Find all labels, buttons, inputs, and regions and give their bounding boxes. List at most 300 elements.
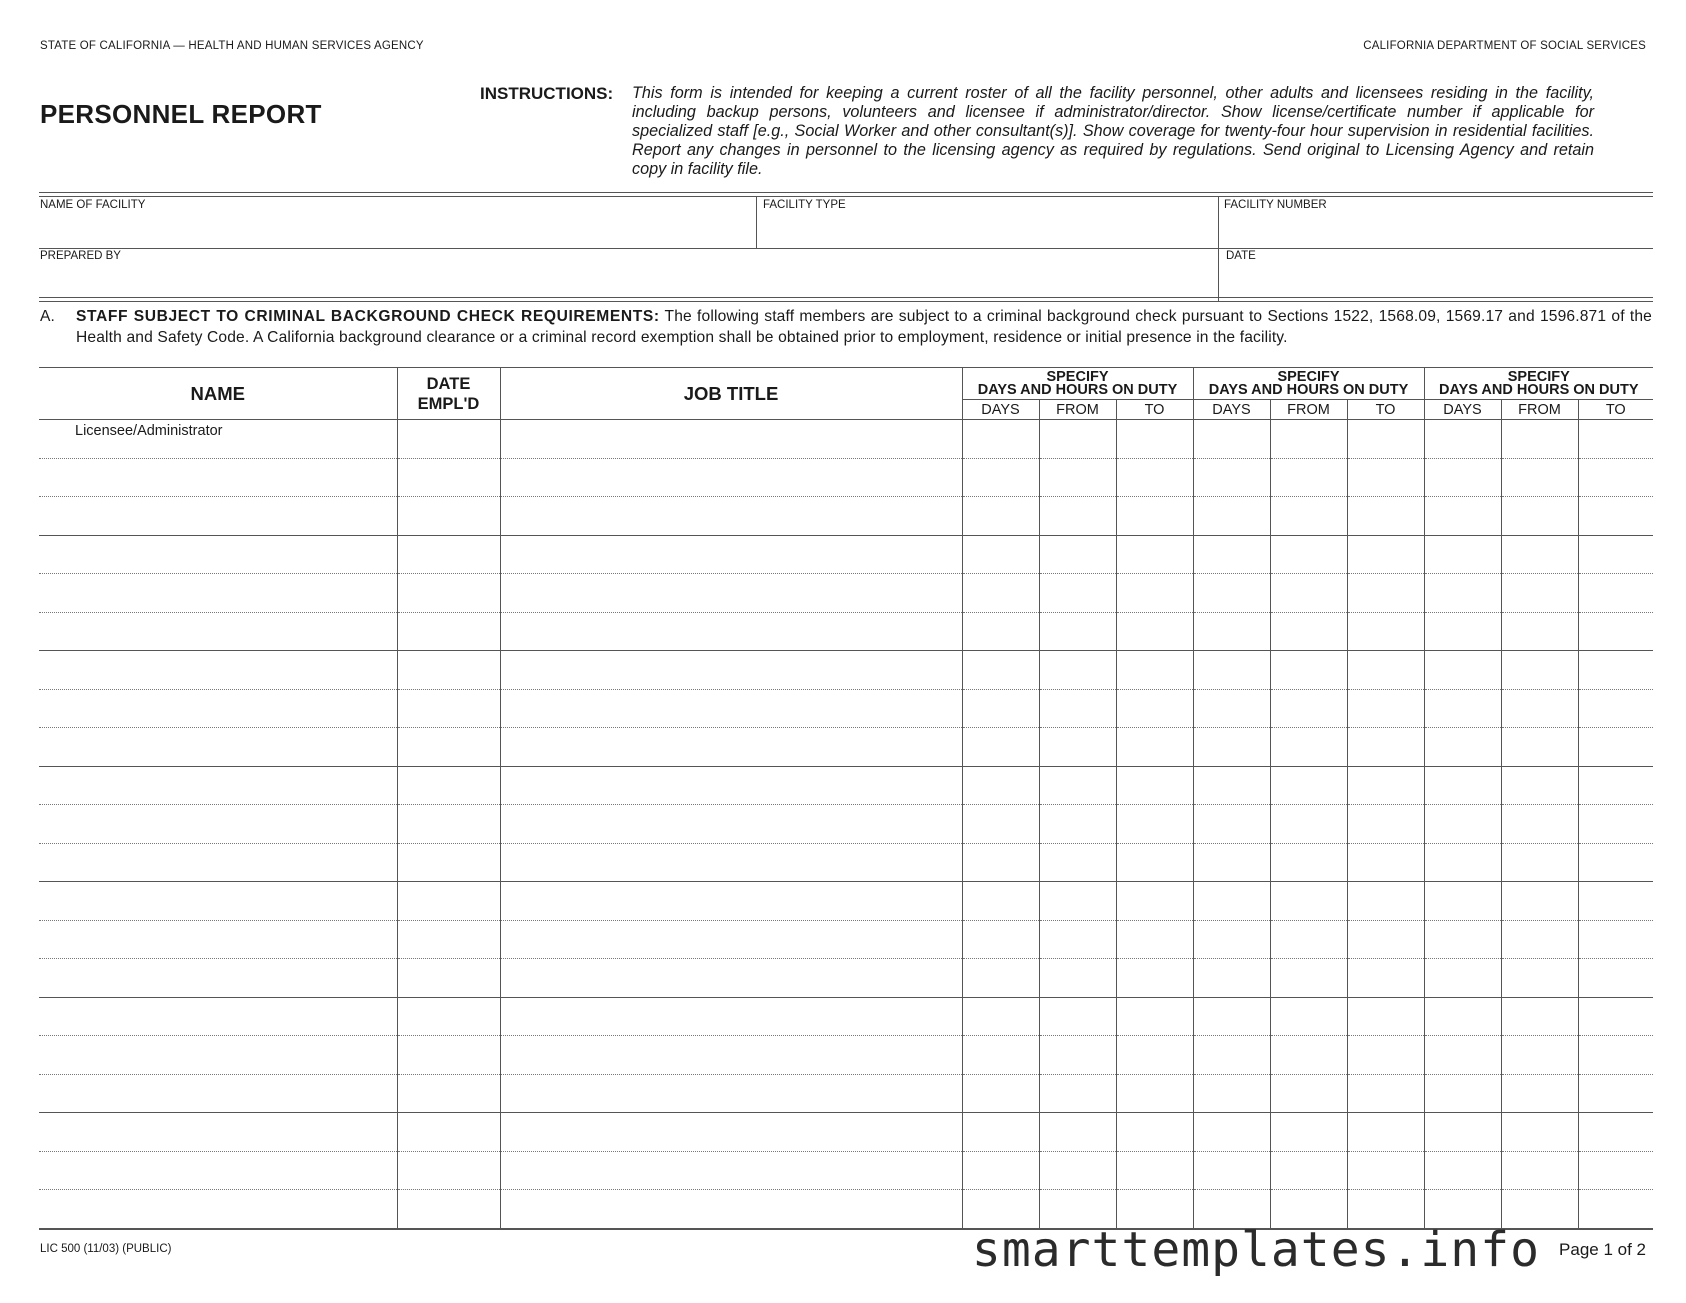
job-title-cell[interactable] bbox=[500, 612, 962, 651]
from-cell[interactable] bbox=[1039, 689, 1116, 728]
name-cell[interactable] bbox=[39, 882, 397, 921]
to-cell[interactable] bbox=[1347, 574, 1424, 613]
date-employed-cell[interactable] bbox=[397, 1074, 500, 1113]
days-cell[interactable] bbox=[962, 458, 1039, 497]
days-cell[interactable] bbox=[1424, 497, 1501, 536]
days-cell[interactable] bbox=[962, 420, 1039, 459]
job-title-cell[interactable] bbox=[500, 805, 962, 844]
days-cell[interactable] bbox=[1193, 689, 1270, 728]
instructions-label: INSTRUCTIONS: bbox=[480, 84, 614, 103]
days-cell[interactable] bbox=[1424, 689, 1501, 728]
to-cell[interactable] bbox=[1578, 420, 1653, 459]
days-cell[interactable] bbox=[962, 997, 1039, 1036]
instructions-text: This form is intended for keeping a current roster of all the facility personnel, other adults and licensees residing in the facility, including backup persons, volunteers and licensee if administrator/director. Show license/certificate number if applicable for specialized staff [e.g., Social Worker and other consultant(s)]. Show coverage for twenty-four hour supervision in residential facilities. Report any changes in personnel to the licensing agency as required by regulations. Send original to Licensing Agency and retain copy in facility file. bbox=[632, 84, 1594, 178]
date-employed-cell[interactable] bbox=[397, 959, 500, 998]
to-cell[interactable] bbox=[1578, 1113, 1653, 1152]
table-row bbox=[39, 805, 1653, 844]
name-cell[interactable] bbox=[39, 959, 397, 998]
date-employed-cell[interactable] bbox=[397, 805, 500, 844]
name-cell[interactable] bbox=[39, 1113, 397, 1152]
table-row bbox=[39, 1074, 1653, 1113]
subheader-from: FROM bbox=[1270, 400, 1347, 420]
from-cell[interactable] bbox=[1039, 612, 1116, 651]
from-cell[interactable] bbox=[1039, 766, 1116, 805]
table-row bbox=[39, 843, 1653, 882]
to-cell[interactable] bbox=[1578, 497, 1653, 536]
agency-header: STATE OF CALIFORNIA — HEALTH AND HUMAN SERVICES AGENCY bbox=[40, 40, 424, 52]
to-cell[interactable] bbox=[1116, 882, 1193, 921]
column-header-date-employed: DATE EMPL'D bbox=[397, 368, 500, 420]
from-cell[interactable] bbox=[1039, 1036, 1116, 1075]
subheader-to: TO bbox=[1116, 400, 1193, 420]
days-cell[interactable] bbox=[1193, 843, 1270, 882]
to-cell[interactable] bbox=[1578, 766, 1653, 805]
to-cell[interactable] bbox=[1347, 689, 1424, 728]
table-row bbox=[39, 959, 1653, 998]
name-cell[interactable] bbox=[39, 728, 397, 767]
to-cell[interactable] bbox=[1578, 535, 1653, 574]
from-cell[interactable] bbox=[1501, 612, 1578, 651]
to-cell[interactable] bbox=[1578, 574, 1653, 613]
table-row bbox=[39, 420, 1653, 459]
from-cell[interactable] bbox=[1270, 959, 1347, 998]
from-cell[interactable] bbox=[1039, 535, 1116, 574]
to-cell[interactable] bbox=[1116, 728, 1193, 767]
name-cell[interactable] bbox=[39, 574, 397, 613]
from-cell[interactable] bbox=[1270, 1151, 1347, 1190]
from-cell[interactable] bbox=[1270, 651, 1347, 690]
top-rule bbox=[39, 192, 1653, 193]
to-cell[interactable] bbox=[1347, 612, 1424, 651]
from-cell[interactable] bbox=[1501, 420, 1578, 459]
from-cell[interactable] bbox=[1501, 766, 1578, 805]
to-cell[interactable] bbox=[1347, 458, 1424, 497]
from-cell[interactable] bbox=[1501, 920, 1578, 959]
job-title-cell[interactable] bbox=[500, 997, 962, 1036]
to-cell[interactable] bbox=[1347, 766, 1424, 805]
days-cell[interactable] bbox=[962, 728, 1039, 767]
days-cell[interactable] bbox=[1193, 612, 1270, 651]
date-employed-cell[interactable] bbox=[397, 574, 500, 613]
divider-type bbox=[756, 196, 757, 248]
date-employed-cell[interactable] bbox=[397, 1113, 500, 1152]
to-cell[interactable] bbox=[1578, 997, 1653, 1036]
from-cell[interactable] bbox=[1270, 882, 1347, 921]
days-cell[interactable] bbox=[1193, 1074, 1270, 1113]
date-employed-cell[interactable] bbox=[397, 920, 500, 959]
name-cell[interactable] bbox=[39, 1190, 397, 1229]
personnel-table-body bbox=[39, 420, 1653, 1229]
from-cell[interactable] bbox=[1270, 535, 1347, 574]
from-cell[interactable] bbox=[1039, 1074, 1116, 1113]
job-title-cell[interactable] bbox=[500, 535, 962, 574]
from-cell[interactable] bbox=[1270, 997, 1347, 1036]
to-cell[interactable] bbox=[1116, 689, 1193, 728]
days-cell[interactable] bbox=[962, 535, 1039, 574]
days-cell[interactable] bbox=[1424, 843, 1501, 882]
from-cell[interactable] bbox=[1501, 535, 1578, 574]
days-cell[interactable] bbox=[1193, 766, 1270, 805]
to-cell[interactable] bbox=[1116, 497, 1193, 536]
from-cell[interactable] bbox=[1501, 728, 1578, 767]
to-cell[interactable] bbox=[1116, 458, 1193, 497]
job-title-cell[interactable] bbox=[500, 1151, 962, 1190]
divider-number bbox=[1218, 196, 1219, 301]
to-cell[interactable] bbox=[1578, 1151, 1653, 1190]
days-cell[interactable] bbox=[962, 920, 1039, 959]
date-employed-cell[interactable] bbox=[397, 882, 500, 921]
to-cell[interactable] bbox=[1347, 1151, 1424, 1190]
days-cell[interactable] bbox=[962, 612, 1039, 651]
to-cell[interactable] bbox=[1116, 920, 1193, 959]
days-cell[interactable] bbox=[962, 497, 1039, 536]
name-cell[interactable] bbox=[39, 1151, 397, 1190]
section-a-text: The following staff members are subject to a criminal background check pursuant to Sections 1522, 1568.09, 1569.17 and 1596.871 of the Health and Safety Code. A California background clearance or a criminal record exemption shall be obtained prior to employment, residence or initial presence in the facility. bbox=[76, 308, 1652, 346]
from-cell[interactable] bbox=[1501, 458, 1578, 497]
from-cell[interactable] bbox=[1501, 651, 1578, 690]
to-cell[interactable] bbox=[1578, 689, 1653, 728]
date-employed-cell[interactable] bbox=[397, 843, 500, 882]
to-cell[interactable] bbox=[1578, 805, 1653, 844]
to-cell[interactable] bbox=[1578, 612, 1653, 651]
from-cell[interactable] bbox=[1270, 766, 1347, 805]
name-cell[interactable] bbox=[39, 920, 397, 959]
to-cell[interactable] bbox=[1578, 882, 1653, 921]
date-employed-cell[interactable] bbox=[397, 1190, 500, 1229]
days-cell[interactable] bbox=[1193, 458, 1270, 497]
from-cell[interactable] bbox=[1039, 728, 1116, 767]
days-cell[interactable] bbox=[1193, 882, 1270, 921]
days-cell[interactable] bbox=[1424, 420, 1501, 459]
days-cell[interactable] bbox=[962, 1074, 1039, 1113]
form-id: LIC 500 (11/03) (PUBLIC) bbox=[40, 1243, 172, 1255]
from-cell[interactable] bbox=[1501, 997, 1578, 1036]
column-header-job-title: JOB TITLE bbox=[500, 368, 962, 420]
days-cell[interactable] bbox=[962, 689, 1039, 728]
to-cell[interactable] bbox=[1116, 997, 1193, 1036]
date-employed-cell[interactable] bbox=[397, 651, 500, 690]
to-cell[interactable] bbox=[1347, 920, 1424, 959]
to-cell[interactable] bbox=[1116, 1036, 1193, 1075]
subheader-days: DAYS bbox=[1193, 400, 1270, 420]
from-cell[interactable] bbox=[1501, 1036, 1578, 1075]
from-cell[interactable] bbox=[1501, 1151, 1578, 1190]
job-title-cell[interactable] bbox=[500, 689, 962, 728]
facility-type-label: FACILITY TYPE bbox=[763, 199, 846, 211]
to-cell[interactable] bbox=[1116, 574, 1193, 613]
from-cell[interactable] bbox=[1501, 574, 1578, 613]
table-row bbox=[39, 920, 1653, 959]
days-cell[interactable] bbox=[1424, 997, 1501, 1036]
to-cell[interactable] bbox=[1347, 882, 1424, 921]
date-employed-cell[interactable] bbox=[397, 728, 500, 767]
table-row bbox=[39, 1113, 1653, 1152]
from-cell[interactable] bbox=[1039, 420, 1116, 459]
date-employed-cell[interactable] bbox=[397, 458, 500, 497]
to-cell[interactable] bbox=[1116, 766, 1193, 805]
days-cell[interactable] bbox=[1424, 574, 1501, 613]
from-cell[interactable] bbox=[1270, 689, 1347, 728]
job-title-cell[interactable] bbox=[500, 1036, 962, 1075]
mid-rule bbox=[39, 248, 1653, 249]
to-cell[interactable] bbox=[1116, 959, 1193, 998]
name-cell[interactable] bbox=[39, 689, 397, 728]
days-cell[interactable] bbox=[962, 959, 1039, 998]
from-cell[interactable] bbox=[1039, 843, 1116, 882]
date-employed-cell[interactable] bbox=[397, 612, 500, 651]
days-cell[interactable] bbox=[1424, 1151, 1501, 1190]
duty-group-header-1: SPECIFY DAYS AND HOURS ON DUTY bbox=[962, 368, 1193, 400]
days-cell[interactable] bbox=[1424, 535, 1501, 574]
to-cell[interactable] bbox=[1116, 535, 1193, 574]
name-cell[interactable] bbox=[39, 843, 397, 882]
days-cell[interactable] bbox=[1424, 651, 1501, 690]
from-cell[interactable] bbox=[1270, 420, 1347, 459]
from-cell[interactable] bbox=[1501, 805, 1578, 844]
to-cell[interactable] bbox=[1347, 843, 1424, 882]
days-cell[interactable] bbox=[962, 766, 1039, 805]
bottom-rule-double bbox=[39, 301, 1653, 302]
section-a-letter: A. bbox=[40, 308, 56, 325]
section-a-heading: STAFF SUBJECT TO CRIMINAL BACKGROUND CHECK REQUIREMENTS: bbox=[76, 308, 660, 325]
to-cell[interactable] bbox=[1347, 805, 1424, 844]
name-cell[interactable] bbox=[39, 497, 397, 536]
to-cell[interactable] bbox=[1578, 843, 1653, 882]
prepared-by-label: PREPARED BY bbox=[40, 250, 121, 262]
subheader-from: FROM bbox=[1501, 400, 1578, 420]
days-cell[interactable] bbox=[962, 843, 1039, 882]
table-row bbox=[39, 1036, 1653, 1075]
table-row bbox=[39, 728, 1653, 767]
name-of-facility-label: NAME OF FACILITY bbox=[40, 199, 146, 211]
from-cell[interactable] bbox=[1501, 1113, 1578, 1152]
table-row bbox=[39, 497, 1653, 536]
date-employed-cell[interactable] bbox=[397, 420, 500, 459]
from-cell[interactable] bbox=[1270, 497, 1347, 536]
to-cell[interactable] bbox=[1578, 458, 1653, 497]
to-cell[interactable] bbox=[1578, 1074, 1653, 1113]
from-cell[interactable] bbox=[1270, 1113, 1347, 1152]
to-cell[interactable] bbox=[1116, 612, 1193, 651]
to-cell[interactable] bbox=[1116, 420, 1193, 459]
from-cell[interactable] bbox=[1039, 458, 1116, 497]
days-cell[interactable] bbox=[1193, 535, 1270, 574]
job-title-cell[interactable] bbox=[500, 1190, 962, 1229]
name-cell[interactable] bbox=[39, 535, 397, 574]
to-cell[interactable] bbox=[1347, 1036, 1424, 1075]
date-employed-cell[interactable] bbox=[397, 689, 500, 728]
to-cell[interactable] bbox=[1347, 651, 1424, 690]
from-cell[interactable] bbox=[1270, 920, 1347, 959]
from-cell[interactable] bbox=[1270, 843, 1347, 882]
days-cell[interactable] bbox=[1193, 959, 1270, 998]
subheader-to: TO bbox=[1578, 400, 1653, 420]
department-header: CALIFORNIA DEPARTMENT OF SOCIAL SERVICES bbox=[1363, 40, 1646, 52]
to-cell[interactable] bbox=[1578, 651, 1653, 690]
name-cell[interactable] bbox=[39, 651, 397, 690]
days-cell[interactable] bbox=[1424, 805, 1501, 844]
from-cell[interactable] bbox=[1039, 920, 1116, 959]
days-cell[interactable] bbox=[1424, 1113, 1501, 1152]
to-cell[interactable] bbox=[1347, 728, 1424, 767]
name-cell[interactable] bbox=[39, 997, 397, 1036]
subheader-days: DAYS bbox=[1424, 400, 1501, 420]
table-row bbox=[39, 458, 1653, 497]
table-row bbox=[39, 1151, 1653, 1190]
table-row bbox=[39, 574, 1653, 613]
days-cell[interactable] bbox=[962, 1113, 1039, 1152]
to-cell[interactable] bbox=[1116, 805, 1193, 844]
from-cell[interactable] bbox=[1039, 1151, 1116, 1190]
days-cell[interactable] bbox=[1193, 805, 1270, 844]
name-cell[interactable] bbox=[39, 805, 397, 844]
days-cell[interactable] bbox=[1424, 1074, 1501, 1113]
days-cell[interactable] bbox=[1193, 651, 1270, 690]
section-a bbox=[40, 306, 1652, 348]
days-cell[interactable] bbox=[962, 805, 1039, 844]
days-cell[interactable] bbox=[1193, 1151, 1270, 1190]
date-employed-cell[interactable] bbox=[397, 997, 500, 1036]
to-cell[interactable] bbox=[1116, 1113, 1193, 1152]
from-cell[interactable] bbox=[1270, 1036, 1347, 1075]
job-title-cell[interactable] bbox=[500, 959, 962, 998]
from-cell[interactable] bbox=[1501, 959, 1578, 998]
watermark: smarttemplates.info bbox=[971, 1222, 1540, 1278]
to-cell[interactable] bbox=[1116, 843, 1193, 882]
days-cell[interactable] bbox=[1193, 420, 1270, 459]
table-row bbox=[39, 689, 1653, 728]
days-cell[interactable] bbox=[1424, 882, 1501, 921]
form-title: PERSONNEL REPORT bbox=[40, 99, 322, 129]
days-cell[interactable] bbox=[1193, 1036, 1270, 1075]
from-cell[interactable] bbox=[1270, 728, 1347, 767]
licensee-administrator-label: Licensee/Administrator bbox=[75, 423, 223, 439]
to-cell[interactable] bbox=[1347, 535, 1424, 574]
from-cell[interactable] bbox=[1039, 805, 1116, 844]
name-cell[interactable] bbox=[39, 1074, 397, 1113]
to-cell[interactable] bbox=[1347, 959, 1424, 998]
days-cell[interactable] bbox=[962, 574, 1039, 613]
to-cell[interactable] bbox=[1578, 728, 1653, 767]
personnel-table bbox=[39, 367, 1653, 1230]
duty-group-header-3: SPECIFY DAYS AND HOURS ON DUTY bbox=[1424, 368, 1653, 400]
date-label: DATE bbox=[1226, 250, 1256, 262]
job-title-cell[interactable] bbox=[500, 651, 962, 690]
from-cell[interactable] bbox=[1039, 574, 1116, 613]
name-cell[interactable] bbox=[39, 458, 397, 497]
job-title-cell[interactable] bbox=[500, 728, 962, 767]
to-cell[interactable] bbox=[1116, 1151, 1193, 1190]
days-cell[interactable] bbox=[1193, 574, 1270, 613]
job-title-cell[interactable] bbox=[500, 843, 962, 882]
to-cell[interactable] bbox=[1578, 1036, 1653, 1075]
table-row bbox=[39, 535, 1653, 574]
days-cell[interactable] bbox=[962, 1151, 1039, 1190]
name-cell[interactable] bbox=[39, 420, 397, 459]
date-employed-cell[interactable] bbox=[397, 497, 500, 536]
from-cell[interactable] bbox=[1501, 843, 1578, 882]
subheader-days: DAYS bbox=[962, 400, 1039, 420]
to-cell[interactable] bbox=[1578, 1190, 1653, 1229]
from-cell[interactable] bbox=[1270, 612, 1347, 651]
from-cell[interactable] bbox=[1270, 1074, 1347, 1113]
to-cell[interactable] bbox=[1347, 1113, 1424, 1152]
date-employed-cell[interactable] bbox=[397, 535, 500, 574]
to-cell[interactable] bbox=[1578, 920, 1653, 959]
job-title-cell[interactable] bbox=[500, 1074, 962, 1113]
job-title-cell[interactable] bbox=[500, 420, 962, 459]
from-cell[interactable] bbox=[1039, 959, 1116, 998]
days-cell[interactable] bbox=[1193, 728, 1270, 767]
name-cell[interactable] bbox=[39, 766, 397, 805]
from-cell[interactable] bbox=[1501, 1074, 1578, 1113]
days-cell[interactable] bbox=[962, 1036, 1039, 1075]
from-cell[interactable] bbox=[1270, 805, 1347, 844]
bottom-rule bbox=[39, 297, 1653, 298]
days-cell[interactable] bbox=[1424, 1036, 1501, 1075]
days-cell[interactable] bbox=[1424, 728, 1501, 767]
to-cell[interactable] bbox=[1578, 959, 1653, 998]
table-row bbox=[39, 651, 1653, 690]
days-cell[interactable] bbox=[1424, 959, 1501, 998]
name-cell[interactable] bbox=[39, 1036, 397, 1075]
days-cell[interactable] bbox=[1193, 997, 1270, 1036]
days-cell[interactable] bbox=[1193, 497, 1270, 536]
job-title-cell[interactable] bbox=[500, 1113, 962, 1152]
job-title-cell[interactable] bbox=[500, 574, 962, 613]
to-cell[interactable] bbox=[1347, 997, 1424, 1036]
days-cell[interactable] bbox=[1193, 1113, 1270, 1152]
days-cell[interactable] bbox=[1193, 920, 1270, 959]
days-cell[interactable] bbox=[1424, 766, 1501, 805]
job-title-cell[interactable] bbox=[500, 766, 962, 805]
job-title-cell[interactable] bbox=[500, 497, 962, 536]
from-cell[interactable] bbox=[1039, 497, 1116, 536]
from-cell[interactable] bbox=[1039, 997, 1116, 1036]
name-cell[interactable] bbox=[39, 612, 397, 651]
to-cell[interactable] bbox=[1347, 1074, 1424, 1113]
to-cell[interactable] bbox=[1347, 420, 1424, 459]
date-employed-cell[interactable] bbox=[397, 766, 500, 805]
page-number: Page 1 of 2 bbox=[1559, 1240, 1646, 1259]
from-cell[interactable] bbox=[1270, 458, 1347, 497]
from-cell[interactable] bbox=[1501, 497, 1578, 536]
top-rule-double bbox=[39, 196, 1653, 197]
days-cell[interactable] bbox=[962, 651, 1039, 690]
from-cell[interactable] bbox=[1039, 1113, 1116, 1152]
table-row bbox=[39, 882, 1653, 921]
from-cell[interactable] bbox=[1039, 882, 1116, 921]
date-employed-cell[interactable] bbox=[397, 1151, 500, 1190]
table-row bbox=[39, 612, 1653, 651]
days-cell[interactable] bbox=[1424, 458, 1501, 497]
from-cell[interactable] bbox=[1039, 651, 1116, 690]
to-cell[interactable] bbox=[1347, 497, 1424, 536]
job-title-cell[interactable] bbox=[500, 920, 962, 959]
from-cell[interactable] bbox=[1501, 689, 1578, 728]
from-cell[interactable] bbox=[1270, 574, 1347, 613]
to-cell[interactable] bbox=[1116, 1074, 1193, 1113]
days-cell[interactable] bbox=[1424, 612, 1501, 651]
job-title-cell[interactable] bbox=[500, 458, 962, 497]
subheader-to: TO bbox=[1347, 400, 1424, 420]
days-cell[interactable] bbox=[962, 882, 1039, 921]
days-cell[interactable] bbox=[1424, 920, 1501, 959]
to-cell[interactable] bbox=[1116, 651, 1193, 690]
date-employed-cell[interactable] bbox=[397, 1036, 500, 1075]
job-title-cell[interactable] bbox=[500, 882, 962, 921]
from-cell[interactable] bbox=[1501, 882, 1578, 921]
